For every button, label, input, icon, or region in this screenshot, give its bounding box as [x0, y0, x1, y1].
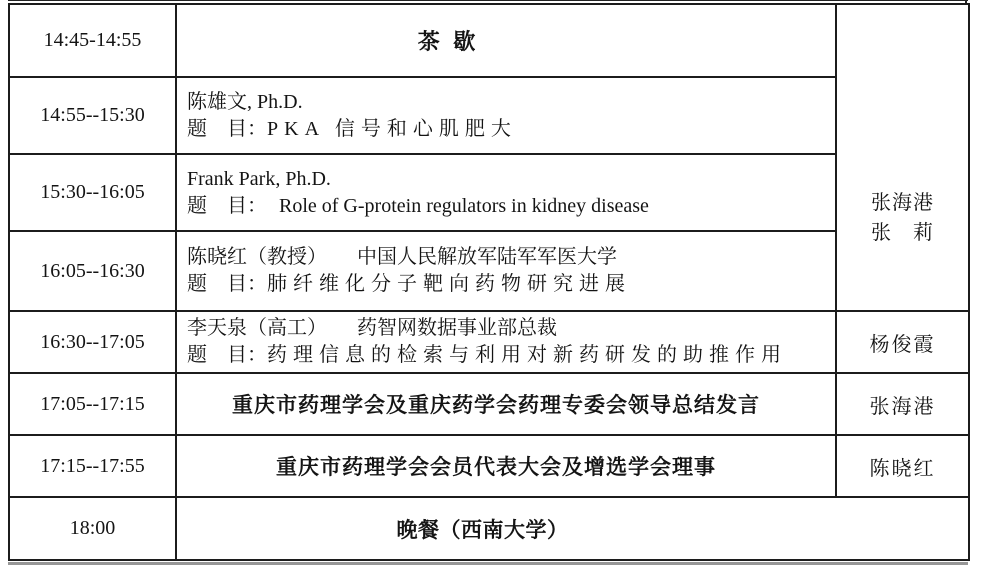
tea-break-title: 茶 歇	[176, 4, 836, 77]
time-cell: 17:15--17:55	[9, 435, 176, 497]
table-bottom-shadow	[8, 562, 968, 565]
time-cell: 18:00	[9, 497, 176, 560]
session-chairs-cell	[836, 4, 969, 311]
table-row	[9, 231, 969, 311]
table-row	[9, 435, 969, 497]
assembly-session-title: 重庆市药理学会会员代表大会及增选学会理事	[176, 435, 836, 497]
session-content-cell	[176, 231, 836, 311]
time-cell: 14:55--15:30	[9, 77, 176, 154]
conference-schedule-table	[8, 3, 970, 561]
cropped-row-remnant-line	[8, 0, 968, 1]
time-cell: 17:05--17:15	[9, 373, 176, 435]
time-cell: 16:05--16:30	[9, 231, 176, 311]
talk-topic	[187, 342, 829, 369]
chair-name-cell: 杨俊霞	[836, 311, 969, 373]
talk-topic	[187, 116, 829, 143]
time-cell: 16:30--17:05	[9, 311, 176, 373]
chair-name: 张海港	[871, 191, 934, 214]
table-row	[9, 497, 969, 560]
speaker-name: 陈晓红（教授） 中国人民解放军陆军军医大学	[187, 246, 617, 268]
topic-label: 题 目：	[187, 117, 267, 140]
talk-topic	[187, 193, 829, 220]
speaker-name: 李天泉（高工） 药智网数据事业部总裁	[187, 317, 557, 339]
dinner-title: 晚餐（西南大学）	[176, 497, 969, 560]
speaker-name: Frank Park, Ph.D.	[187, 167, 331, 190]
topic-text: PKA 信号和心肌肥大	[267, 117, 517, 140]
talk-topic	[187, 271, 829, 298]
table-row	[9, 311, 969, 373]
session-content-cell	[176, 311, 836, 373]
topic-text: Role of G-protein regulators in kidney disease	[279, 194, 649, 217]
chair-name-cell: 张海港	[836, 373, 969, 435]
chair-name: 张 莉	[871, 221, 934, 244]
topic-text: 药理信息的检索与利用对新药研发的助推作用	[267, 344, 787, 366]
table-row	[9, 373, 969, 435]
chair-name-cell: 陈晓红	[836, 435, 969, 497]
topic-label: 题 目：	[187, 273, 267, 295]
table-row	[9, 4, 969, 77]
session-content-cell	[176, 154, 836, 231]
time-cell: 14:45-14:55	[9, 4, 176, 77]
topic-label: 题 目：	[187, 344, 267, 366]
topic-label: 题 目：	[187, 194, 267, 217]
speaker-name: 陈雄文, Ph.D.	[187, 90, 303, 113]
table-row	[9, 154, 969, 231]
time-cell: 15:30--16:05	[9, 154, 176, 231]
topic-text: 肺纤维化分子靶向药物研究进展	[267, 273, 631, 295]
table-row	[9, 77, 969, 154]
summary-session-title: 重庆市药理学会及重庆药学会药理专委会领导总结发言	[176, 373, 836, 435]
session-content-cell	[176, 77, 836, 154]
